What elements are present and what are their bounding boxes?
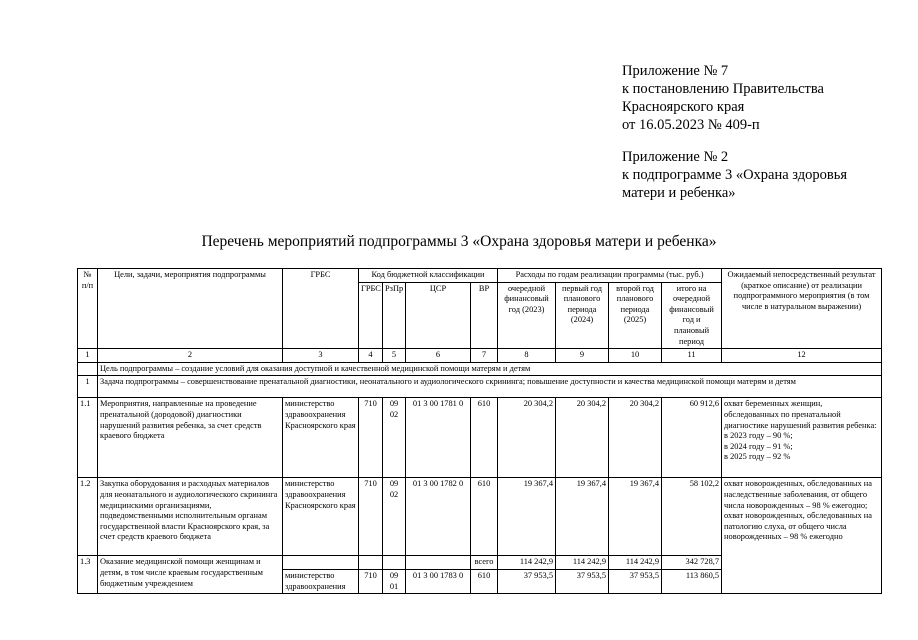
row-total: 60 912,6 xyxy=(662,398,722,478)
task-num: 1 xyxy=(78,376,98,398)
row-grbs: министерство здравоохранения Красноярского края xyxy=(283,398,359,478)
row-grbs-code: 710 xyxy=(359,398,383,478)
row-vr: 610 xyxy=(471,569,498,593)
row-2023: 37 953,5 xyxy=(498,569,556,593)
appendix-7-line: от 16.05.2023 № 409-п xyxy=(622,117,760,133)
column-number: 9 xyxy=(556,349,609,363)
result-line: в 2024 году – 91 %; xyxy=(724,441,793,451)
header-expenses: Расходы по годам реализации программы (тыс. руб.) xyxy=(498,269,722,283)
row-total: 113 860,5 xyxy=(662,569,722,593)
column-number: 12 xyxy=(722,349,882,363)
row-csr: 01 3 00 1782 0 xyxy=(406,478,471,556)
row-vr-total: всего xyxy=(471,556,498,570)
appendix-2-line: матери и ребенка» xyxy=(622,185,736,201)
row-2023: 20 304,2 xyxy=(498,398,556,478)
row-total: 58 102,2 xyxy=(662,478,722,556)
row-grbs: министерство здравоохранения Красноярского края xyxy=(283,478,359,556)
header-2024: первый год планового периода (2024) xyxy=(556,282,609,349)
row-2023: 19 367,4 xyxy=(498,478,556,556)
row-num: 1.1 xyxy=(78,398,98,478)
appendix-7-line: Красноярского края xyxy=(622,99,745,115)
row-csr: 01 3 00 1783 0 xyxy=(406,569,471,593)
column-number: 5 xyxy=(383,349,406,363)
row-total-sum: 342 728,7 xyxy=(662,556,722,570)
header-2025: второй год планового периода (2025) xyxy=(609,282,662,349)
row-2025: 19 367,4 xyxy=(609,478,662,556)
document-title: Перечень мероприятий подпрограммы 3 «Охрана здоровья матери и ребенка» xyxy=(201,233,717,250)
row-grbs-code: 710 xyxy=(359,569,383,593)
row-grbs: министерство здравоохранения xyxy=(283,569,359,593)
header-grbs-code: ГРБС xyxy=(359,282,383,349)
header-2023: очередной финансовый год (2023) xyxy=(498,282,556,349)
row-rzpr: 09 02 xyxy=(383,478,406,556)
row-total-2024: 114 242,9 xyxy=(556,556,609,570)
row-rzpr: 09 02 xyxy=(383,398,406,478)
row-vr: 610 xyxy=(471,398,498,478)
appendix-2-block xyxy=(622,148,847,202)
column-number: 11 xyxy=(662,349,722,363)
row-2024: 37 953,5 xyxy=(556,569,609,593)
row-num: 1.3 xyxy=(78,556,98,594)
column-number: 8 xyxy=(498,349,556,363)
row-name: Закупка оборудования и расходных материалов для неонатального и аудиологического скрининга медицинскими организациями, подведомственными исполнительным органам государственной власти Красноярского края, за счет средств краевого бюджета xyxy=(98,478,283,556)
appendix-7-line: Приложение № 7 xyxy=(622,63,729,79)
row-2024: 19 367,4 xyxy=(556,478,609,556)
row-rzpr: 09 01 xyxy=(383,569,406,593)
row-2025: 20 304,2 xyxy=(609,398,662,478)
row-name: Оказание медицинской помощи женщинам и детям, в том числе краевым государственным бюджетным учреждением xyxy=(98,556,283,594)
header-result: Ожидаемый непосредственный результат (краткое описание) от реализации подпрограммного мероприятия (в том числе в натуральном выражении) xyxy=(722,269,882,349)
column-number: 4 xyxy=(359,349,383,363)
header-grbs: ГРБС xyxy=(283,269,359,349)
row-num: 1.2 xyxy=(78,478,98,556)
header-num: № п/п xyxy=(78,269,98,349)
column-number: 10 xyxy=(609,349,662,363)
appendix-7-block xyxy=(622,62,824,134)
header-csr: ЦСР xyxy=(406,282,471,349)
header-vr: ВР xyxy=(471,282,498,349)
measures-table xyxy=(77,268,882,594)
header-goals: Цели, задачи, мероприятия подпрограммы xyxy=(98,269,283,349)
column-number: 2 xyxy=(98,349,283,363)
row-total-2023: 114 242,9 xyxy=(498,556,556,570)
result-line: охват новорожденных, обследованных на патологию слуха, от общего числа новорожденных – 98 % ежегодно xyxy=(724,511,872,542)
row-grbs-code: 710 xyxy=(359,478,383,556)
result-line: охват новорожденных, обследованных на наследственные заболевания, от общего числа новорожденных – 98 % ежегодно; xyxy=(724,479,872,510)
header-total: итого на очередной финансовый год и плановый период xyxy=(662,282,722,349)
column-number: 3 xyxy=(283,349,359,363)
header-rzpr: РзПр xyxy=(383,282,406,349)
row-2025: 37 953,5 xyxy=(609,569,662,593)
row-result xyxy=(722,398,882,478)
row-vr: 610 xyxy=(471,478,498,556)
column-number: 1 xyxy=(78,349,98,363)
appendix-7-line: к постановлению Правительства xyxy=(622,81,824,97)
appendix-2-line: Приложение № 2 xyxy=(622,149,729,165)
table-row xyxy=(78,398,882,478)
result-line: в 2023 году – 90 %; xyxy=(724,431,793,441)
result-line: в 2025 году – 92 % xyxy=(724,452,791,462)
column-number: 7 xyxy=(471,349,498,363)
empty-cell xyxy=(283,556,359,570)
appendix-2-line: к подпрограмме 3 «Охрана здоровья xyxy=(622,167,848,183)
empty-cell xyxy=(78,362,98,376)
empty-cell xyxy=(359,556,383,570)
table-row xyxy=(78,478,882,556)
column-number: 6 xyxy=(406,349,471,363)
empty-cell xyxy=(406,556,471,570)
task-row: Задача подпрограммы – совершенствование пренатальной диагностики, неонатального и аудиологического скрининга; повышение доступности и качества медицинской помощи матерям и детям xyxy=(98,376,882,398)
empty-cell xyxy=(383,556,406,570)
row-csr: 01 3 00 1781 0 xyxy=(406,398,471,478)
goal-row: Цель подпрограммы – создание условий для оказания доступной и качественной медицинской помощи матерям и детям xyxy=(98,362,882,376)
row-result xyxy=(722,478,882,594)
row-total-2025: 114 242,9 xyxy=(609,556,662,570)
row-2024: 20 304,2 xyxy=(556,398,609,478)
header-budget-code: Код бюджетной классификации xyxy=(359,269,498,283)
result-line: охват беременных женщин, обследованных по пренатальной диагностике нарушений развития ребенка: xyxy=(724,399,877,430)
row-name: Мероприятия, направленные на проведение пренатальной (дородовой) диагностики нарушений развития ребенка, за счет средств краевого бюджета xyxy=(98,398,283,478)
